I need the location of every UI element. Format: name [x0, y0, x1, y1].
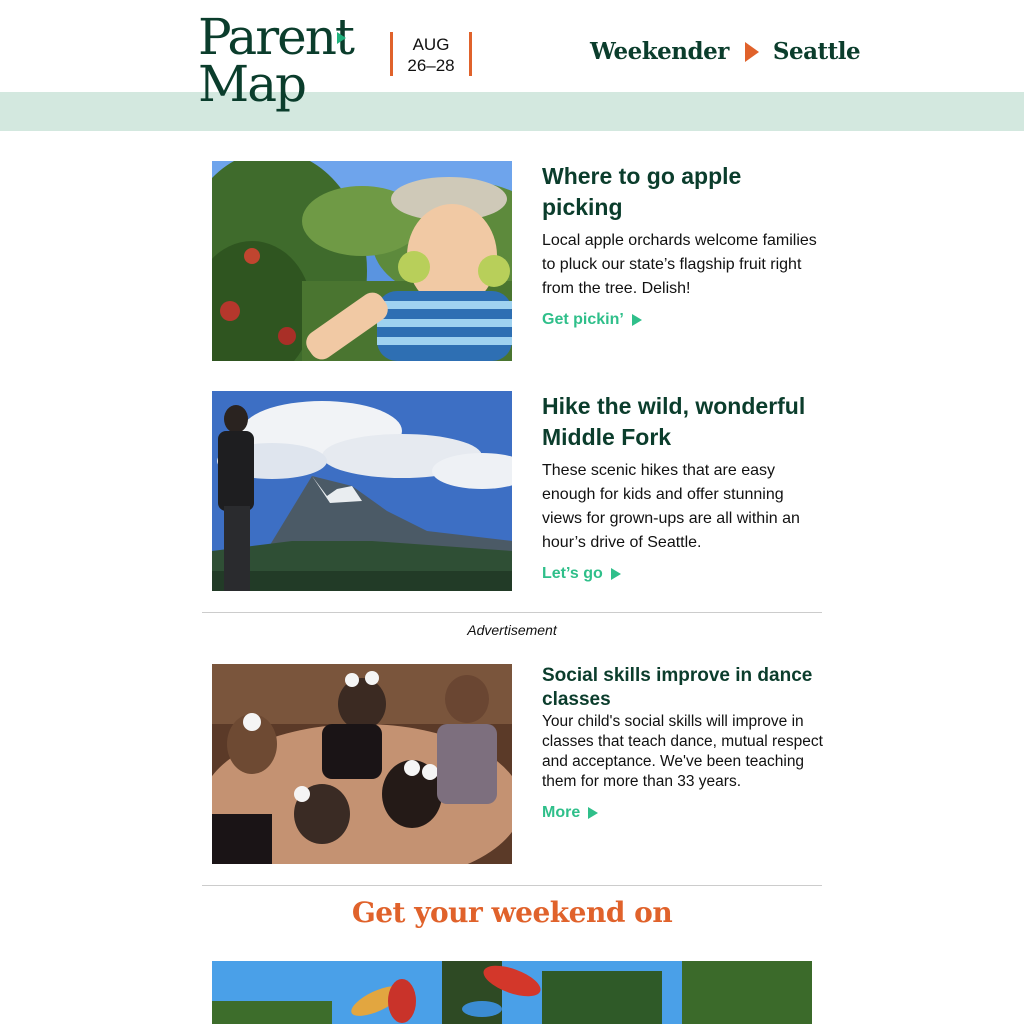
apple-picking-image[interactable]	[212, 161, 512, 361]
cta-label: More	[542, 804, 581, 821]
logo-play-icon	[337, 32, 346, 44]
lets-go-link[interactable]	[542, 565, 824, 583]
story-description: Local apple orchards welcome families to pluck our state’s flagship fruit right from the tree. Delish!	[542, 232, 817, 297]
divider	[202, 612, 822, 613]
date-days: 26–28	[407, 56, 455, 75]
logo-line-2: Map	[198, 55, 306, 113]
play-icon	[632, 314, 642, 326]
advertisement-label: Advertisement	[467, 622, 557, 638]
story-description: These scenic hikes that are easy enough for kids and offer stunning views for grown-ups are all within an hour’s drive of Seattle.	[542, 462, 800, 551]
more-link[interactable]	[542, 804, 824, 822]
story-description: Your child's social skills will improve in classes that teach dance, mutual respect and acceptance. We've been teaching them for more than 33 years.	[542, 713, 823, 790]
middle-fork-image[interactable]	[212, 391, 512, 591]
story-title[interactable]: Where to go apple picking	[542, 163, 742, 220]
cta-label: Let’s go	[542, 565, 603, 582]
story-title[interactable]: Hike the wild, wonderful Middle Fork	[542, 393, 806, 450]
header	[0, 0, 1024, 92]
logo-line-1: Parent	[198, 8, 353, 66]
date-month: AUG	[412, 35, 450, 54]
cta-label: Get pickin’	[542, 311, 624, 328]
dance-classes-image[interactable]	[212, 664, 512, 864]
play-icon	[611, 568, 621, 580]
section-title: Get your weekend on	[351, 896, 673, 929]
header-band	[0, 92, 1024, 131]
play-icon	[588, 807, 598, 819]
arrow-right-icon	[745, 42, 759, 62]
get-pickin-link[interactable]	[542, 311, 824, 329]
story-title[interactable]: Social skills improve in dance classes	[542, 665, 813, 710]
newsletter-city: Seattle	[772, 38, 861, 65]
date-badge	[390, 32, 472, 76]
divider	[202, 885, 822, 886]
newsletter-name: Weekender	[590, 38, 729, 65]
newsletter-brand	[590, 38, 860, 65]
weekend-feature-image[interactable]	[212, 961, 812, 1024]
parentmap-logo[interactable]	[198, 8, 353, 113]
